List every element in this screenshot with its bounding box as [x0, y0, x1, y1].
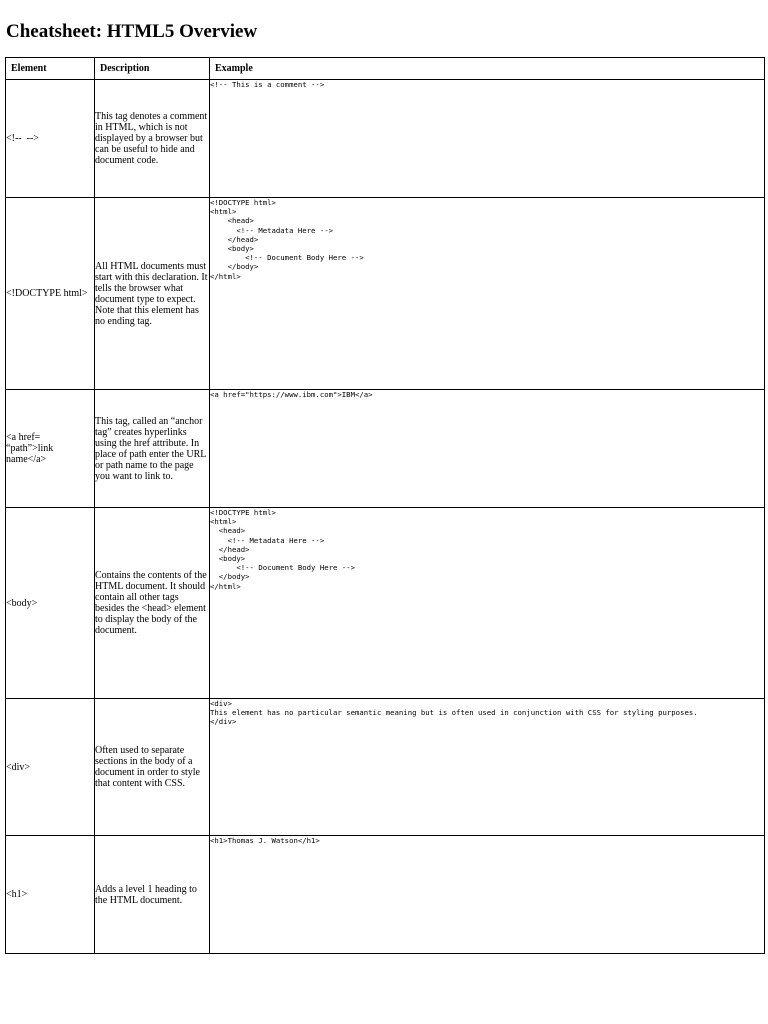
description-cell: Adds a level 1 heading to the HTML document. — [95, 836, 210, 954]
table-header-row — [6, 58, 765, 80]
example-cell — [210, 198, 765, 390]
page-title: Cheatsheet: HTML5 Overview — [6, 21, 258, 42]
description-cell: Often used to separate sections in the body of a document in order to style that content with CSS. — [95, 699, 210, 836]
table-row — [6, 508, 765, 699]
example-code: <!-- This is a comment --> — [210, 80, 325, 89]
element-tag: <!-- --> — [6, 133, 39, 144]
example-cell — [210, 508, 765, 699]
example-code: <div> This element has no particular semantic meaning but is often used in conjunction with CSS for styling purposes. </div> — [210, 699, 698, 727]
description-cell: This tag denotes a comment in HTML, which is not displayed by a browser but can be useful to hide and document code. — [95, 80, 210, 198]
example-code: <h1>Thomas J. Watson</h1> — [210, 836, 320, 845]
example-code: <!DOCTYPE html> <html> <head> <!-- Metadata Here --> </head> <body> <!-- Document Body Here --> </body> </html> — [210, 508, 355, 591]
cheatsheet-table — [5, 57, 765, 954]
element-cell — [6, 699, 95, 836]
table-row — [6, 198, 765, 390]
description-cell: Contains the contents of the HTML document. It should contain all other tags besides the <head> element to display the body of the document. — [95, 508, 210, 699]
element-cell — [6, 198, 95, 390]
element-tag: <h1> — [6, 889, 28, 900]
example-cell — [210, 699, 765, 836]
description-cell: All HTML documents must start with this declaration. It tells the browser what document type to expect. Note that this element has no ending tag. — [95, 198, 210, 390]
table-row — [6, 390, 765, 508]
example-cell — [210, 80, 765, 198]
example-cell — [210, 390, 765, 508]
column-header-element: Element — [6, 58, 95, 80]
element-cell — [6, 390, 95, 508]
element-cell — [6, 80, 95, 198]
example-cell — [210, 836, 765, 954]
example-code: <a href="https://www.ibm.com">IBM</a> — [210, 390, 373, 399]
example-code: <!DOCTYPE html> <html> <head> <!-- Metadata Here --> </head> <body> <!-- Document Body Here --> </body> </html> — [210, 198, 364, 281]
column-header-description: Description — [95, 58, 210, 80]
element-tag: <!DOCTYPE html> — [6, 288, 88, 299]
table-row — [6, 699, 765, 836]
element-tag: <div> — [6, 761, 31, 773]
element-tag: <body> — [6, 597, 38, 609]
element-cell — [6, 836, 95, 954]
table-row — [6, 80, 765, 198]
element-tag: <a href= “path”>link name</a> — [6, 432, 54, 465]
description-cell: This tag, called an “anchor tag” creates hyperlinks using the href attribute. In place of path enter the URL or path name to the page you want to link to. — [95, 390, 210, 508]
table-row — [6, 836, 765, 954]
column-header-example: Example — [210, 58, 765, 80]
element-cell — [6, 508, 95, 699]
